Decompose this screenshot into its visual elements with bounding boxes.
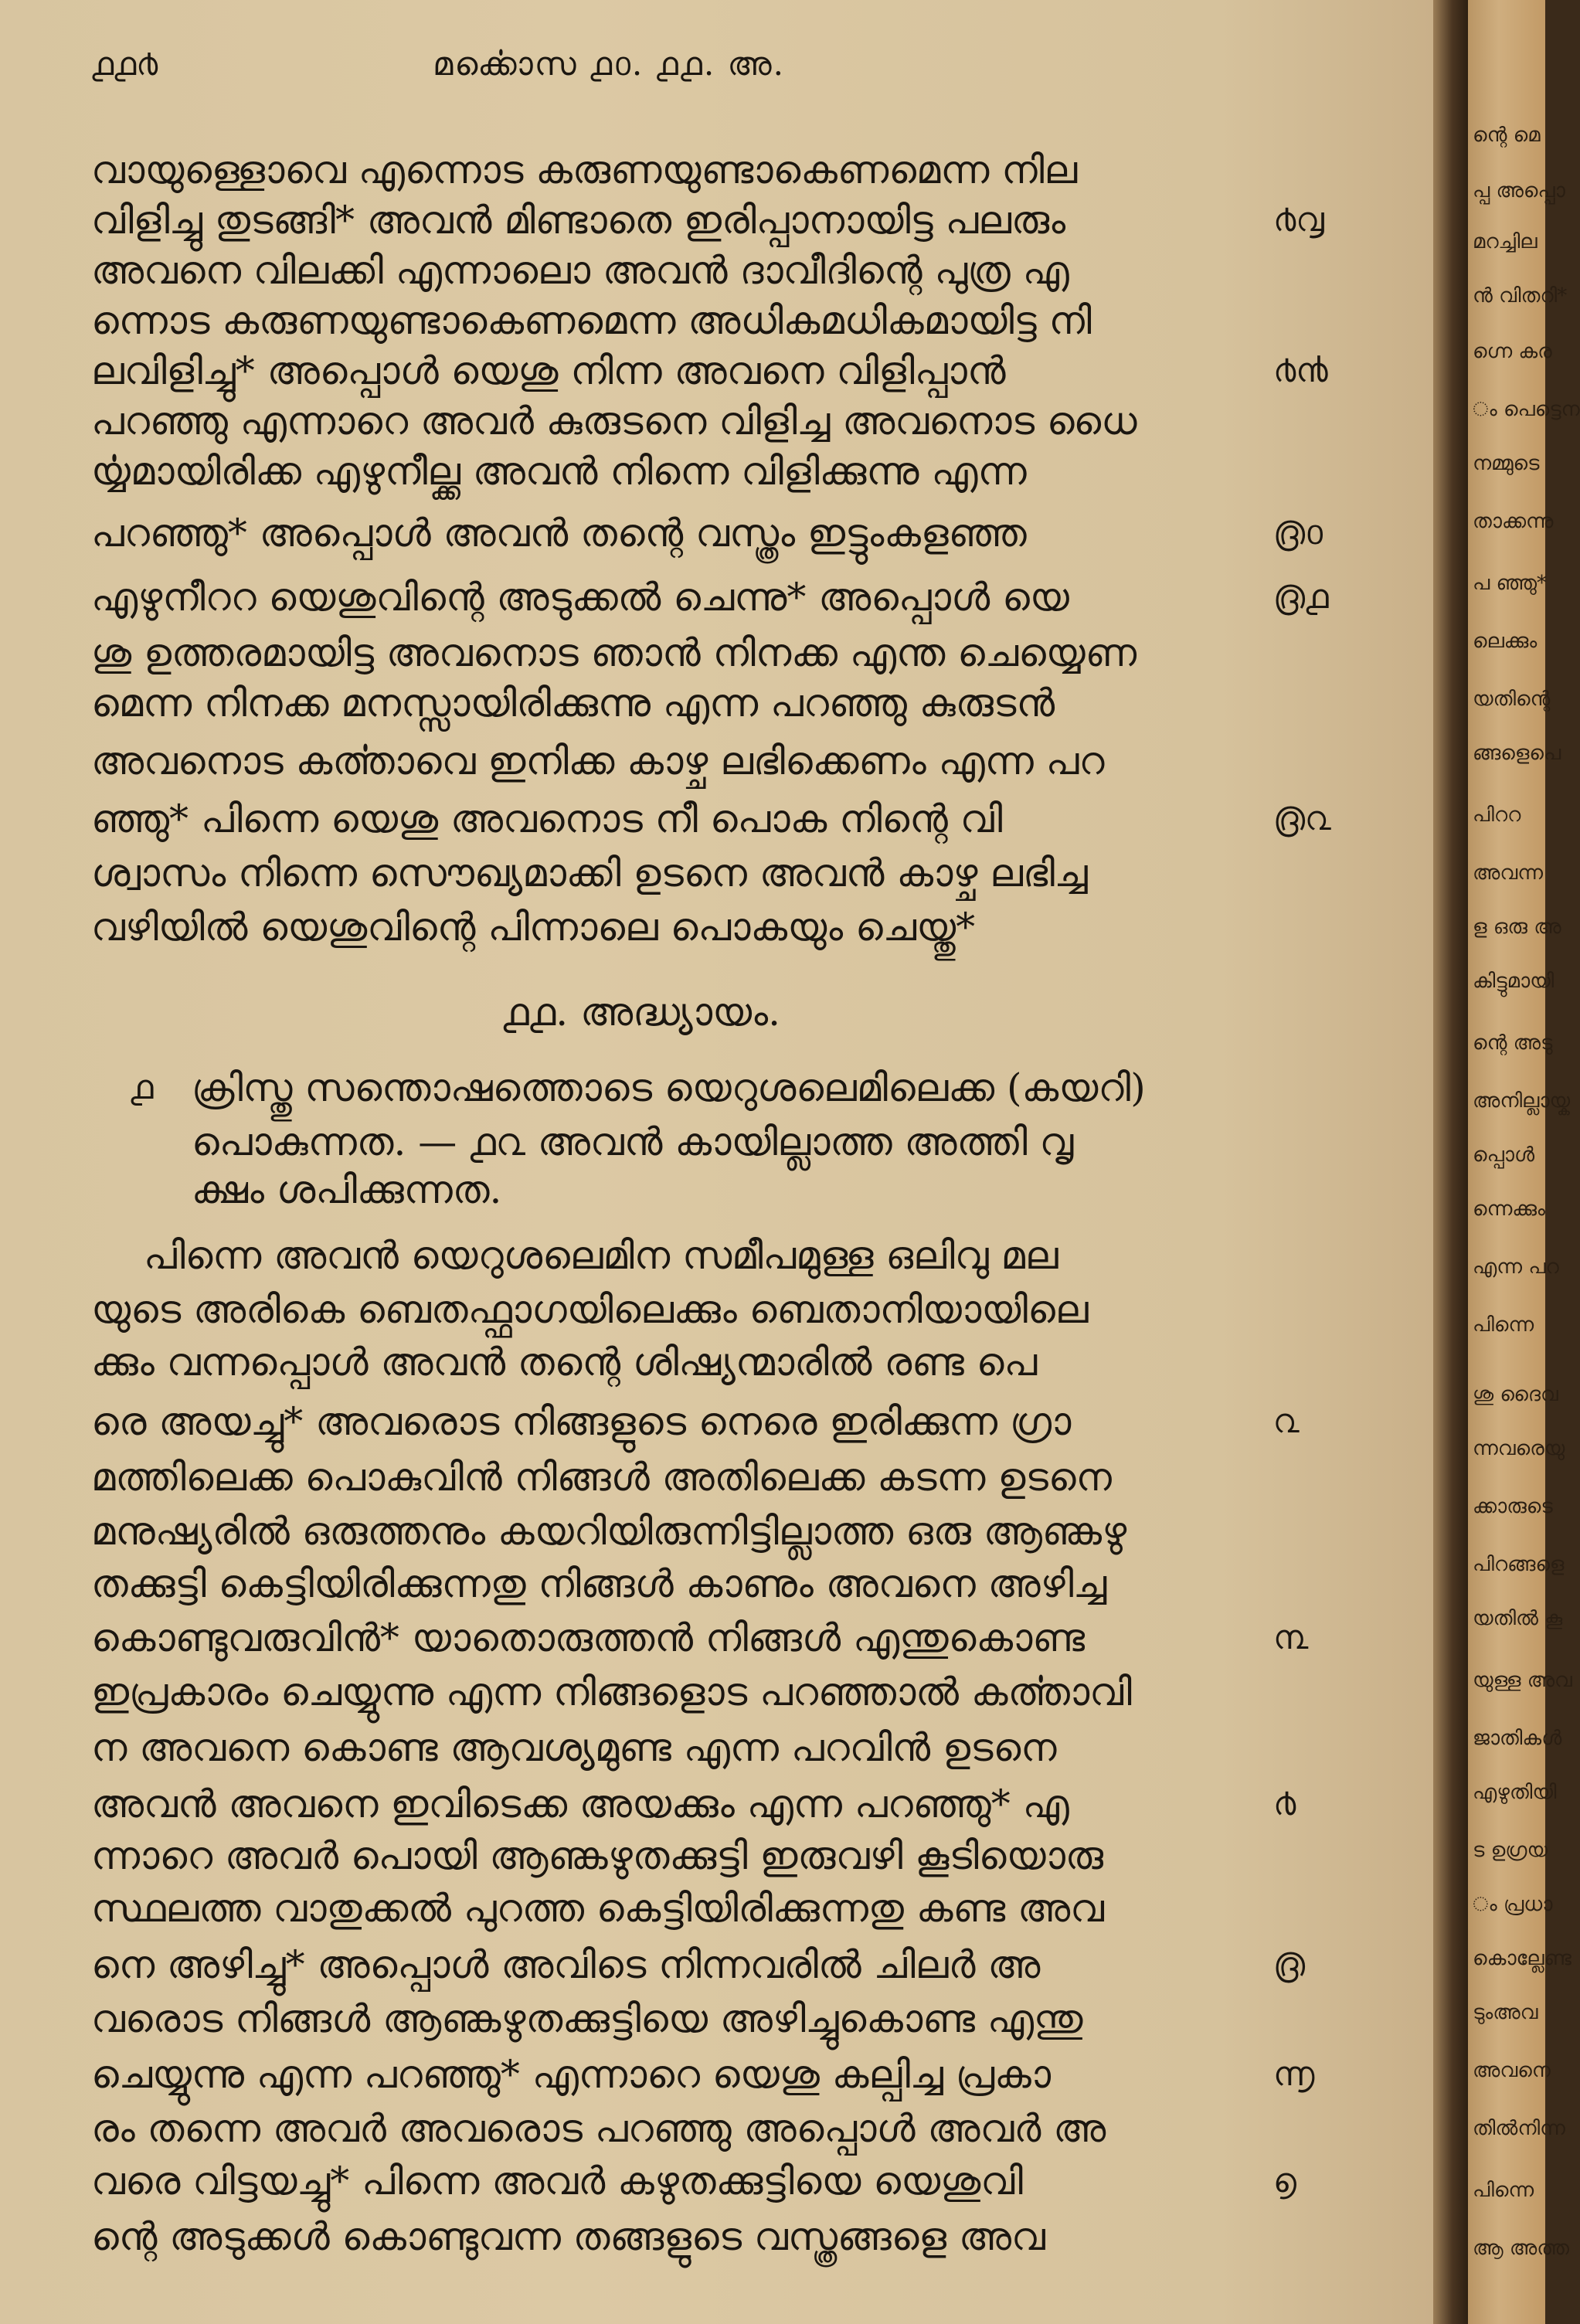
edge-text: യതിൽ കൂ (1473, 1607, 1563, 1630)
summary-line: ക്രിസ്തു സന്തൊഷത്തൊടെ യെറുശലെമിലെക്ക (കയറി) (192, 1065, 1146, 1110)
text-line: വരൊട നിങ്ങൾ ആണ്കഴുതക്കുട്ടിയെ അഴിച്ചുകൊണ്ട എന്തു (91, 1996, 1083, 2041)
text-line: ശ്വാസം നിന്നെ സൌഖ്യമാക്കി ഉടനെ അവൻ കാഴ്ച ലഭിച്ച (91, 851, 1088, 895)
edge-text: യതിന്റെ (1473, 688, 1551, 711)
edge-text: ടുംഅവ (1473, 2001, 1538, 2024)
edge-text: പിററ (1473, 804, 1521, 827)
verse-number: ൪൮ (1273, 200, 1324, 240)
edge-text: യുള്ള അവ (1473, 1669, 1572, 1692)
next-page-edge (1468, 0, 1580, 2324)
edge-text: പിന്നെ (1473, 2179, 1534, 2202)
text-line: മെന്ന നിനക്ക മനസ്സായിരിക്കുന്നു എന്ന പറഞ്ഞു കുരുടൻ (91, 681, 1055, 725)
edge-text: ലെക്കും (1473, 630, 1538, 653)
verse-number: ൫ (1273, 1945, 1306, 1984)
verse-number: ൪൯ (1273, 351, 1328, 390)
edge-text: ന്റെ മെ (1473, 124, 1541, 147)
text-line: ലവിളിച്ചു* അപ്പൊൾ യെശു നിന്ന അവനെ വിളിപ്പാൻ (91, 348, 1006, 393)
text-line: വരെ വിട്ടയച്ചു* പിന്നെ അവർ കഴുതക്കുട്ടിയെ യെശുവി (91, 2159, 1023, 2203)
edge-text: ഗ്നെ കര (1473, 340, 1552, 363)
edge-text: താക്കന്നു (1473, 510, 1554, 533)
edge-text: കിട്ടുമായി (1473, 970, 1555, 993)
text-line: യുടെ അരികെ ബെതഫ്ഫാഗയിലെക്കും ബെതാനിയായിലെ (91, 1287, 1089, 1332)
edge-text: ം പെട്ടെന (1473, 398, 1580, 421)
text-line: മത്തിലെക്ക പൊകുവിൻ നിങ്ങൾ അതിലെക്ക കടന്ന ഉടനെ (91, 1455, 1112, 1500)
text-line: അവനെ വിലക്കി എന്നാലൊ അവൻ ദാവീദിന്റെ പുത്ര എ (91, 248, 1069, 293)
summary-line: പൊകുന്നത. — ൧൨ അവൻ കായില്ലാത്ത അത്തി വൃ (192, 1120, 1074, 1164)
edge-text: ൻ വിതറി* (1473, 284, 1568, 307)
text-line: രെ അയച്ചു* അവരൊട നിങ്ങളുടെ നെരെ ഇരിക്കുന്ന ഗ്രാ (91, 1399, 1072, 1444)
book-gutter (1433, 0, 1468, 2324)
edge-text: ന്റെ അടു (1473, 1031, 1553, 1055)
edge-text: പ ഞ്ഞു* (1473, 572, 1548, 595)
verse-number: ൭ (1273, 2161, 1296, 2200)
edge-text: ന്നെക്കും (1473, 1198, 1545, 1221)
edge-text: അവന്ന (1473, 861, 1543, 885)
summary-number: ൧ (130, 1068, 154, 1107)
text-line: ൎയ്യമായിരിക്ക എഴുനീല്ക്ക അവൻ നിന്നെ വിളിക്കുന്നു എന്ന (91, 449, 1027, 494)
text-line: ന്നൊട കരുണയുണ്ടാകെണമെന്ന അധികമധികമായിട്ട നി (91, 298, 1092, 343)
edge-text: ന്നവരെയു (1473, 1437, 1565, 1460)
text-line: പറഞ്ഞു എന്നാറെ അവർ കുരുടനെ വിളിച്ച അവനൊട ധൈ (91, 399, 1137, 443)
verse-number: ൪ (1273, 1784, 1296, 1823)
verse-number: ൫൧ (1273, 577, 1329, 617)
edge-text: നമ്മുടെ (1473, 452, 1540, 475)
running-head: മൎക്കൊസ ൧൦. ൧൧. അ. (433, 45, 785, 83)
edge-text: പ്പൊൾ (1473, 1143, 1535, 1167)
text-line: എഴുനീററ യെശുവിന്റെ അടുക്കൽ ചെന്നു* അപ്പൊൾ യെ (91, 575, 1069, 620)
edge-text: അനില്ലായ്ക (1473, 1089, 1571, 1113)
text-line: വിളിച്ചു തുടങ്ങി* അവൻ മിണ്ടാതെ ഇരിപ്പാനായിട്ട പലരും (91, 198, 1066, 243)
text-line: സ്ഥലത്ത വാതുക്കൽ പുറത്ത കെട്ടിയിരിക്കുന്നതു കണ്ട അവ (91, 1886, 1105, 1931)
edge-text: ള ഒരു അ (1473, 916, 1561, 939)
verse-number: ൨ (1273, 1402, 1300, 1441)
edge-text: പിറങ്ങളെ (1473, 1553, 1565, 1576)
text-line: പിന്നെ അവൻ യെറുശലെമിന സമീപമുള്ള ഒലിവു മല (144, 1233, 1058, 1278)
verse-number: ൬ (1273, 2054, 1315, 2094)
text-line: നെ അഴിച്ചു* അപ്പൊൾ അവിടെ നിന്നവരിൽ ചിലർ അ (91, 1942, 1041, 1987)
summary-line: ക്ഷം ശപിക്കുന്നത. (192, 1167, 502, 1212)
text-line: ന്റെ അടുക്കൾ കൊണ്ടുവന്ന തങ്ങളുടെ വസ്ത്രങ്ങളെ അവ (91, 2214, 1045, 2259)
text-line: വഴിയിൽ യെശുവിന്റെ പിന്നാലെ പൊകയും ചെയ്തു* (91, 905, 976, 950)
text-line: ക്കും വന്നപ്പൊൾ അവൻ തന്റെ ശിഷ്യന്മാരിൽ രണ്ട പെ (91, 1340, 1038, 1385)
text-line: ശു ഉത്തരമായിട്ട അവനൊട ഞാൻ നിനക്ക എന്ത ചെയ്യെണ (91, 630, 1137, 675)
text-line: അവൻ അവനെ ഇവിടെക്ക അയക്കും എന്ന പറഞ്ഞു* എ (91, 1782, 1069, 1826)
edge-text: അവനെ (1473, 2059, 1551, 2082)
text-line: ഞ്ഞു* പിന്നെ യെശു അവനൊട നീ പൊക നിന്റെ വി (91, 797, 1003, 841)
text-line: ന്നാറെ അവർ പൊയി ആണ്കഴുതക്കുട്ടി ഇരുവഴി കൂടിയൊരു (91, 1833, 1104, 1878)
edge-text: ജാതികൾ (1473, 1727, 1562, 1750)
edge-text: പിന്നെ (1473, 1313, 1534, 1337)
text-line: തക്കുട്ടി കെട്ടിയിരിക്കുന്നതു നിങ്ങൾ കാണും അവനെ അഴിച്ച (91, 1561, 1107, 1606)
edge-text: ശു ദൈവ (1473, 1383, 1558, 1406)
edge-text: എഴുതിയി (1473, 1781, 1557, 1804)
edge-text: കൊല്ലേണ്ട (1473, 1947, 1572, 1970)
page-number: ൧൧൪ (91, 45, 158, 83)
edge-text: എന്ന പറ (1473, 1255, 1559, 1279)
edge-text: മറച്ചില (1473, 230, 1538, 253)
text-line: മനുഷ്യരിൽ ഒരുത്തനും കയറിയിരുന്നിട്ടില്ലാത്ത ഒരു ആണ്കഴു (91, 1509, 1127, 1554)
edge-text: ങ്ങളെപെ (1473, 742, 1561, 765)
text-line: അവനൊട കൎത്താവെ ഇനിക്ക കാഴ്ച ലഭിക്കെണം എന്ന പറ (91, 739, 1105, 783)
chapter-title: ൧൧. അദ്ധ്യായം. (502, 990, 780, 1035)
text-line: പറഞ്ഞു* അപ്പൊൾ അവൻ തന്റെ വസ്ത്രം ഇട്ടുംകളഞ്ഞ (91, 511, 1027, 556)
text-line: കൊണ്ടുവരുവിൻ* യാതൊരുത്തൻ നിങ്ങൾ എന്തുകൊണ്ട (91, 1616, 1086, 1660)
text-line: ചെയ്യുന്നു എന്ന പറഞ്ഞു* എന്നാറെ യെശു കല്പിച്ച പ്രകാ (91, 2052, 1052, 2097)
edge-text: പ്പ അപ്പൊ (1473, 179, 1565, 202)
text-line: ന അവനെ കൊണ്ട ആവശ്യമുണ്ട എന്ന പറവിൻ ഉടനെ (91, 1725, 1057, 1770)
verse-number: ൩ (1273, 1618, 1309, 1657)
edge-text: ആ അത്ത (1473, 2237, 1569, 2260)
edge-text: ക്കാരുടെ (1473, 1495, 1553, 1518)
verse-number: ൫൨ (1273, 799, 1331, 838)
edge-text: ം പ്രധാ (1473, 1893, 1553, 1916)
edge-text: ട ഉഗ്രയ (1473, 1839, 1548, 1862)
edge-text: തിൽനിന്ന (1473, 2117, 1565, 2140)
text-line: വായുള്ളൊവെ എന്നൊട കരുണയുണ്ടാകെണമെന്ന നില (91, 148, 1078, 192)
verse-number: ൫൦ (1273, 513, 1323, 552)
text-line: രം തന്നെ അവർ അവരൊട പറഞ്ഞു അപ്പൊൾ അവർ അ (91, 2106, 1106, 2151)
text-line: ഇപ്രകാരം ചെയ്യുന്നു എന്ന നിങ്ങളൊട പറഞ്ഞാൽ കൎത്താവി (91, 1670, 1132, 1714)
